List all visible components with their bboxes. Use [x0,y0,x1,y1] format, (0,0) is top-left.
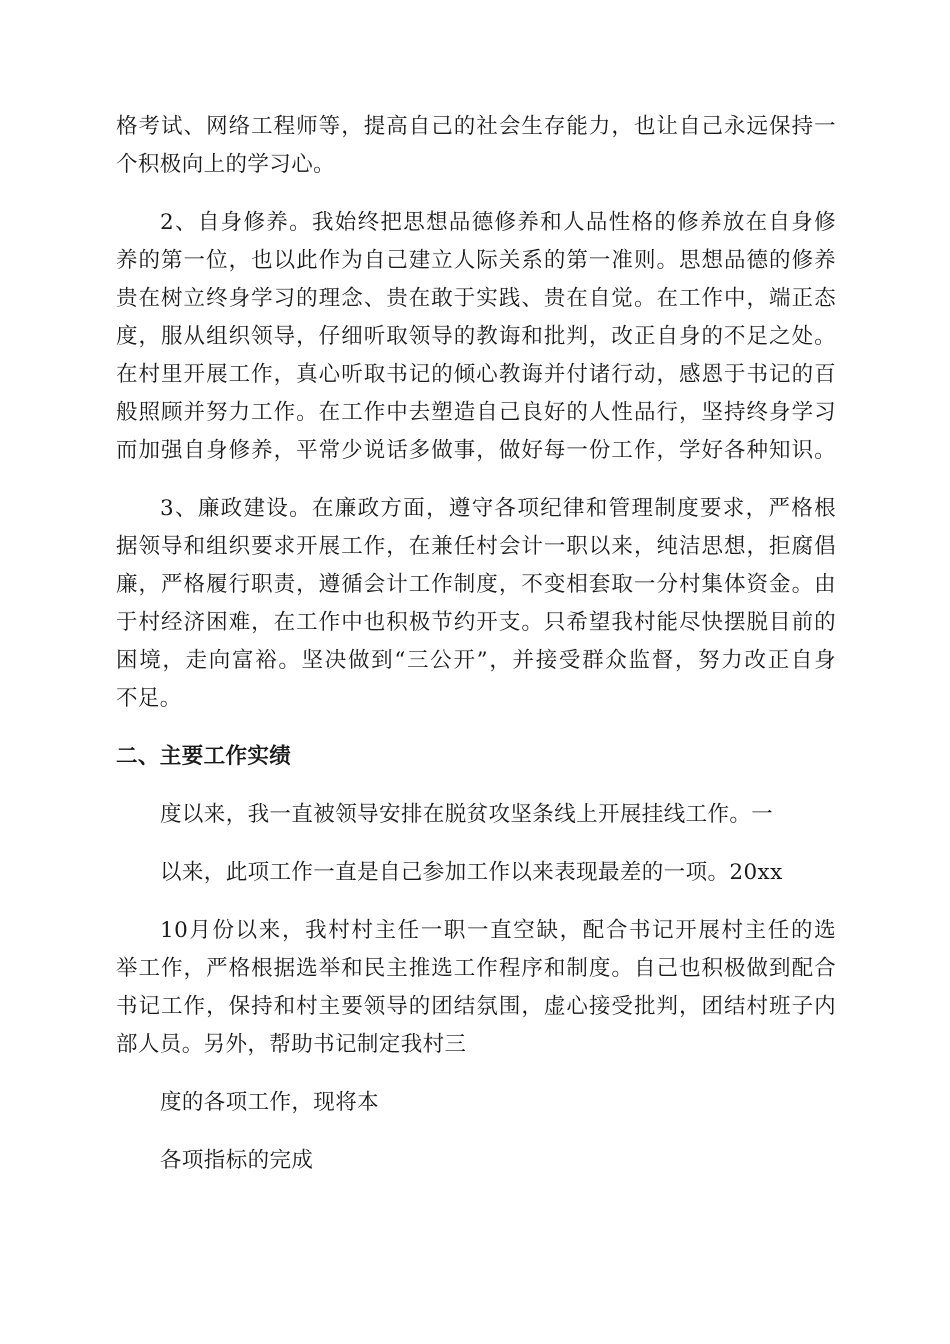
text-line: 据领导和组织要求开展工作，在兼任村会计一职以来，纯洁思想，拒腐倡 [116,534,836,559]
paragraph-gap [116,776,836,796]
text-line: 而加强自身修养，平常少说话多做事，做好每一份工作，学好各种知识。 [116,438,836,463]
text-line: 贵在树立终身学习的理念、贵在敢于实践、贵在自觉。在工作中，端正态 [116,286,836,311]
text-line: 不足。 [116,686,182,711]
text-line: 困境，走向富裕。坚决做到“三公开”，并接受群众监督，努力改正自身 [116,648,836,673]
paragraph-intro [116,108,836,184]
text-line: 格考试、网络工程师等，提高自己的社会生存能力，也让自己永远保持一 [116,114,836,139]
short-paragraph: 度以来，我一直被领导安排在脱贫攻坚条线上开展挂线工作。一 [160,802,774,827]
text-line: 部人员。另外，帮助书记制定我村三 [116,1032,467,1057]
paragraph-integrity [116,490,836,718]
text-line: 度，服从组织领导，仔细听取领导的教诲和批判，改正自身的不足之处。 [116,324,836,349]
text-line: 于村经济困难，在工作中也积极节约开支。只希望我村能尽快摆脱目前的 [116,610,836,635]
paragraph-gap [116,718,836,738]
text-line: 养的第一位，也以此作为自己建立人际关系的第一准则。思想品德的修养 [116,248,836,273]
paragraph-gap [116,834,836,854]
text-line: 2、自身修养。我始终把思想品德修养和人品性格的修养放在自身修 [160,210,836,235]
text-line: 举工作，严格根据选举和民主推选工作程序和制度。自己也积极做到配合 [116,956,836,981]
text-line: 书记工作，保持和村主要领导的团结氛围，虚心接受批判，团结村班子内 [116,994,836,1019]
document-page [116,108,836,1180]
paragraph-gap [116,892,836,912]
paragraph-gap [116,1064,836,1084]
text-line: 般照顾并努力工作。在工作中去塑造自己良好的人性品行，坚持终身学习 [116,400,836,425]
text-line: 在村里开展工作，真心听取书记的倾心教诲并付诸行动，感恩于书记的百 [116,362,836,387]
section-heading: 二、主要工作实绩 [116,744,292,769]
text-line: 个积极向上的学习心。 [116,152,336,177]
paragraph-gap [116,184,836,204]
short-paragraph: 度的各项工作，现将本 [160,1090,380,1115]
text-line: 10月份以来，我村村主任一职一直空缺，配合书记开展村主任的选 [160,918,836,943]
paragraph-gap [116,470,836,490]
paragraph-self-cultivation [116,204,836,470]
paragraph-election [116,912,836,1064]
short-paragraph: 以来，此项工作一直是自己参加工作以来表现最差的一项。20xx [160,860,783,885]
paragraph-gap [116,1122,836,1142]
short-paragraph: 各项指标的完成 [160,1148,314,1173]
text-line: 廉，严格履行职责，遵循会计工作制度，不变相套取一分村集体资金。由 [116,572,836,597]
text-line: 3、廉政建设。在廉政方面，遵守各项纪律和管理制度要求，严格根 [160,496,836,521]
